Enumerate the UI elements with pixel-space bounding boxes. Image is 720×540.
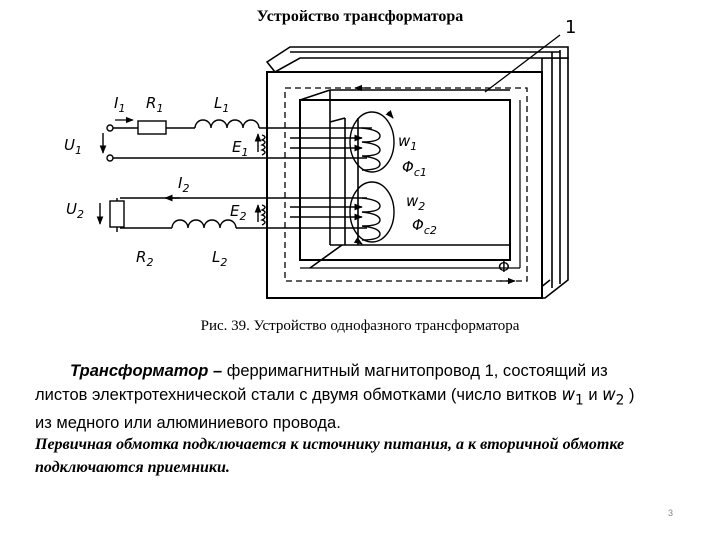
label-u2: $U_2$ <box>66 200 84 221</box>
label-w2: $w_2$ <box>406 192 426 213</box>
definition-line-1-rest: ферримагнитный магнитопровод 1, состоящий из <box>222 362 608 380</box>
label-l1: $L_1$ <box>214 94 230 115</box>
label-l2: $L_2$ <box>212 248 228 269</box>
label-phi-c1: $\Phi_{c1}$ <box>402 158 427 179</box>
label-r1: $R_1$ <box>146 94 164 115</box>
label-i1: $I_1$ <box>114 94 126 115</box>
label-u1: $U_1$ <box>64 136 82 157</box>
w2-symbol: $w_2$ <box>602 385 625 409</box>
label-r2: $R_2$ <box>136 248 154 269</box>
label-i2: $I_2$ <box>178 174 190 195</box>
figure-caption: Рис. 39. Устройство однофазного трансформатора <box>200 318 520 334</box>
label-e1: $E_1$ <box>232 138 249 159</box>
label-phi: Φ <box>498 258 510 276</box>
w1-symbol: $w_1$ <box>561 385 584 409</box>
label-e2: $E_2$ <box>230 202 247 223</box>
label-w1: $w_1$ <box>398 132 418 153</box>
inductor-l1 <box>195 120 259 128</box>
core-number: 1 <box>565 17 577 38</box>
definition-paragraph <box>35 360 685 435</box>
definition-line-1 <box>35 360 685 383</box>
core-window <box>300 100 510 260</box>
inductor-l2 <box>172 220 236 228</box>
label-phi-c2: $\Phi_{c2}$ <box>412 216 437 237</box>
windings-note: Первичная обмотка подключается к источнику питания, а к вторичной обмотке подключаются приемники. <box>35 436 625 476</box>
load-resistor <box>110 201 124 227</box>
slide-title: Устройство трансформатора <box>256 8 464 25</box>
core-lamination <box>267 47 568 72</box>
resistor-r1 <box>138 121 166 134</box>
definition-line-2: листов электротехнической стали с двумя обмотками (число витков $w_1$ и $w_2$ ) <box>35 385 635 409</box>
definition-term: Трансформатор – <box>70 362 223 380</box>
definition-line-3: из медного или алюминиевого провода. <box>35 414 341 433</box>
page-number: 3 <box>668 508 674 518</box>
